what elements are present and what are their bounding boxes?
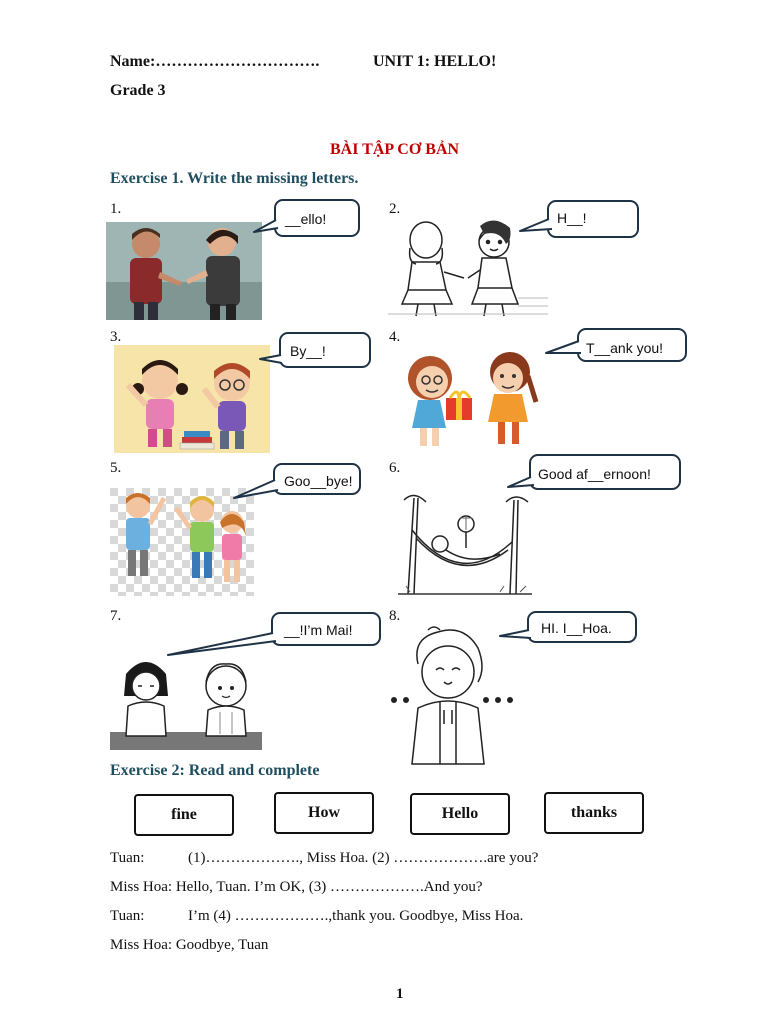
bubble-text: Good af__ernoon!	[538, 466, 651, 482]
word-box-thanks: thanks	[544, 792, 644, 834]
word-box-fine: fine	[134, 794, 234, 836]
line-text: Goodbye, Tuan	[175, 937, 269, 953]
bubble-text: __ello!	[285, 211, 327, 227]
name-label: Name:………………………….	[110, 53, 320, 70]
dialogue-line	[110, 850, 538, 867]
exercise2-title: Exercise 2: Read and complete	[110, 762, 320, 779]
speaker: Tuan:	[110, 908, 145, 924]
item-number: 2.	[389, 201, 401, 217]
item-number: 4.	[389, 329, 401, 345]
section-title: BÀI TẬP CƠ BẢN	[330, 141, 460, 158]
line-text: (1)………………., Miss Hoa. (2) ……………….are you?	[188, 850, 539, 866]
bubble-text: Goo__bye!	[284, 473, 353, 489]
item-number: 8.	[389, 608, 401, 624]
picture-kids-waving-bye	[114, 345, 270, 453]
picture-two-girls-meeting	[110, 652, 262, 750]
exercise1-title: Exercise 1. Write the missing letters.	[110, 170, 359, 187]
bubble-text: By__!	[290, 343, 326, 359]
picture-man-in-hammock	[390, 490, 540, 596]
item-number: 5.	[110, 460, 122, 476]
item-number: 6.	[389, 460, 401, 476]
word-box-hello: Hello	[410, 793, 510, 835]
line-text: Hello, Tuan. I’m OK, (3) ……………….And you?	[175, 879, 483, 895]
picture-kids-waving-goodbye	[110, 488, 254, 596]
picture-girls-with-gift	[390, 342, 550, 452]
item-number: 1.	[110, 201, 122, 217]
bubble-text: __!I’m Mai!	[284, 622, 353, 638]
word-box-how: How	[274, 792, 374, 834]
bubble-text: T__ank you!	[586, 340, 664, 356]
grade-label: Grade 3	[110, 82, 166, 99]
dialogue-line	[110, 937, 268, 954]
bubble-text: HI. I__Hoa.	[541, 620, 612, 636]
picture-two-boys-talking	[106, 222, 262, 320]
line-text: I’m (4) ……………….,thank you. Goodbye, Miss Hoa.	[188, 908, 524, 924]
item-number: 7.	[110, 608, 122, 624]
dialogue-line	[110, 908, 523, 925]
speaker: Tuan:	[110, 850, 145, 866]
bubble-text: H__!	[557, 210, 587, 226]
speaker: Miss Hoa:	[110, 937, 173, 953]
page-number: 1	[396, 986, 404, 1002]
speaker: Miss Hoa:	[110, 879, 173, 895]
item-number: 3.	[110, 329, 122, 345]
unit-title: UNIT 1: HELLO!	[373, 53, 497, 70]
dialogue-line	[110, 879, 483, 896]
